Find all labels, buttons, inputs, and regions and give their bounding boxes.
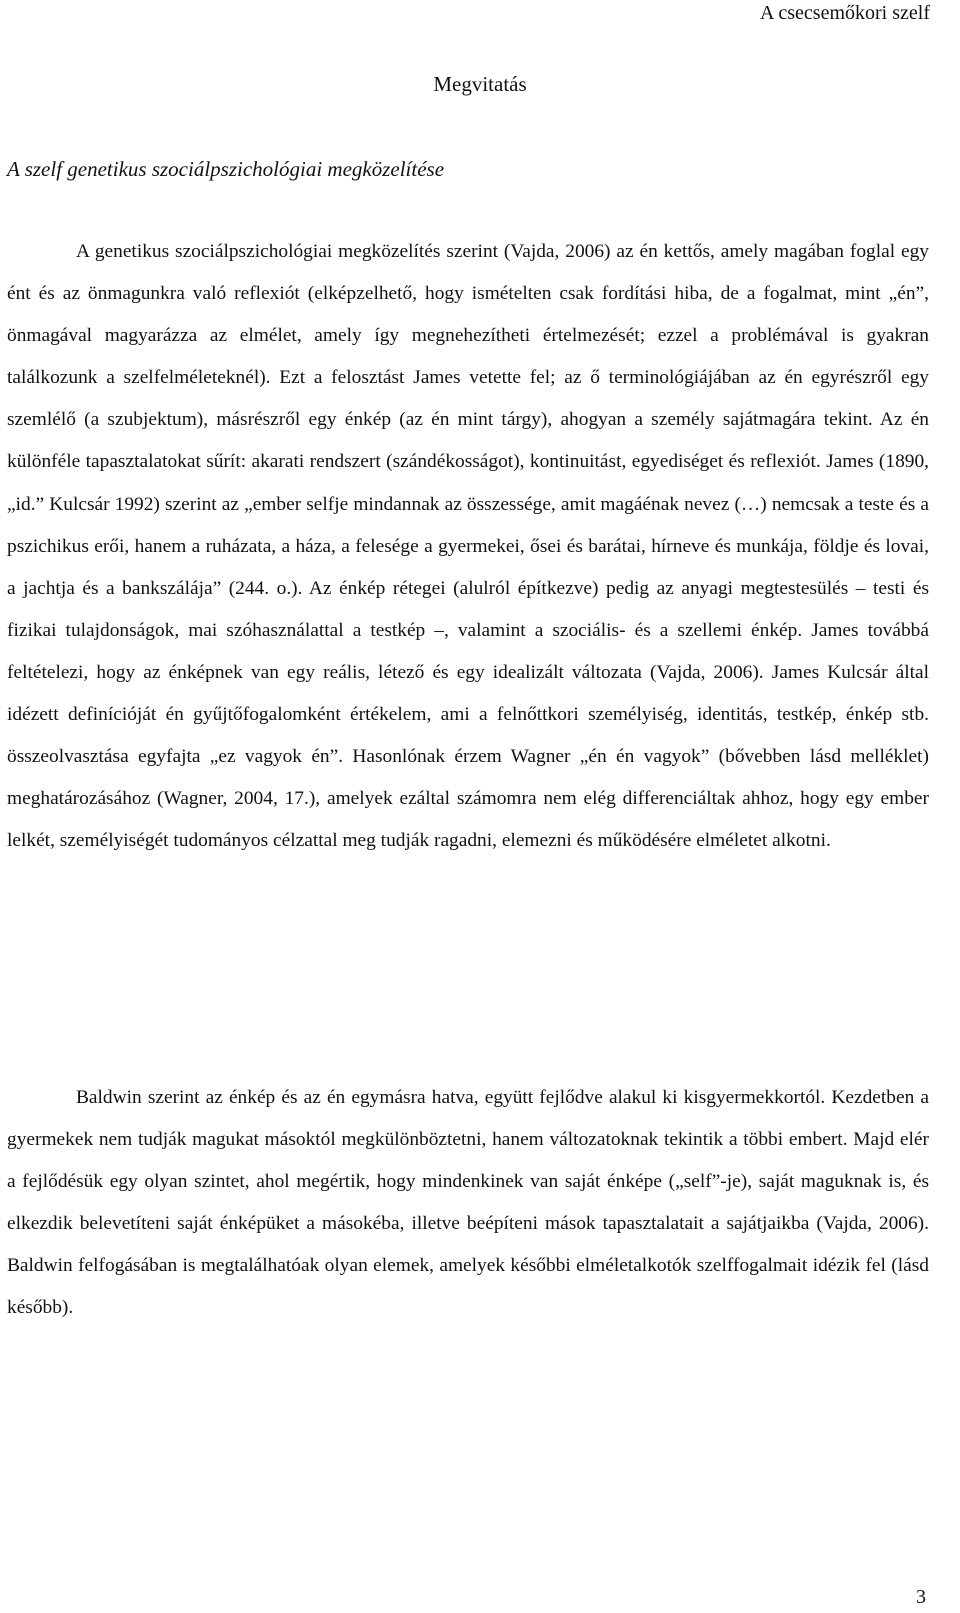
page-number: 3 [916,1586,926,1608]
paragraph-1 [7,231,929,862]
running-header-title: A csecsemőkori szelf [760,2,930,24]
paragraph-2 [7,1077,929,1330]
subsection-heading: A szelf genetikus szociálpszichológiai megközelítése [7,157,445,181]
paragraph-1-text: A genetikus szociálpszichológiai megközelítés szerint (Vajda, 2006) az én kettős, amely magában foglal egy ént és az önmagunkra való reflexiót (elképzelhető, hogy ismételten csak fordítási hiba, de a fogalmat, mint „én”, önmagával magyarázza az elmélet, amely így megnehezítheti értelmezését; ezzel a problémával is gyakran találkozunk a szelfelméleteknél). Ezt a felosztást James vetette fel; az ő terminológiájában az én egyrészről egy szemlélő (a szubjektum), másrészről egy énkép (az én mint tárgy), ahogyan a személy sajátmagára tekint. Az én különféle tapasztalatokat sűrít: akarati rendszert (szándékosságot), kontinuitást, egyediséget és reflexiót. James (1890, „id.” Kulcsár 1992) szerint az „ember selfje mindannak az összessége, amit magáénak nevez (…) nemcsak a teste és a pszichikus erői, hanem a ruházata, a háza, a felesége a gyermekei, ősei és barátai, hírneve és munkája, földje és lovai, a jachtja és a bankszálája” (244. o.). Az énkép rétegei (alulról építkezve) pedig az anyagi megtestesülés – testi és fizikai tulajdonságok, mai szóhasználattal a testkép –, valamint a szociális- és a szellemi énkép. James továbbá feltételezi, hogy az énképnek van egy reális, létező és egy idealizált változata (Vajda, 2006). James Kulcsár által idézett definícióját én gyűjtőfogalomként értékelem, ami a felnőttkori személyiség, identitás, testkép, énkép stb. összeolvasztása egyfajta „ez vagyok én”. Hasonlónak érzem Wagner „én én vagyok” (bővebben lásd melléklet) meghatározásához (Wagner, 2004, 17.), amelyek ezáltal számomra nem elég differenciáltak ahhoz, hogy egy ember lelkét, személyiségét tudományos célzattal meg tudják ragadni, elemezni és működésére elméletet alkotni. [7,241,929,852]
section-heading: Megvitatás [433,72,527,96]
paragraph-2-text: Baldwin szerint az énkép és az én egymásra hatva, együtt fejlődve alakul ki kisgyermekkortól. Kezdetben a gyermekek nem tudják magukat másoktól megkülönböztetni, hanem változatoknak tekintik a többi embert. Majd elér a fejlődésük egy olyan szintet, ahol megértik, hogy mindenkinek van saját énképe („self”-je), saját maguknak is, és elkezdik belevetíteni saját énképüket a másokéba, illetve beépíteni mások tapasztalatait a sajátjaikba (Vajda, 2006). Baldwin felfogásában is megtalálhatóak olyan elemek, amelyek későbbi elméletalkotók szelffogalmait idézik fel (lásd később). [7,1087,929,1319]
